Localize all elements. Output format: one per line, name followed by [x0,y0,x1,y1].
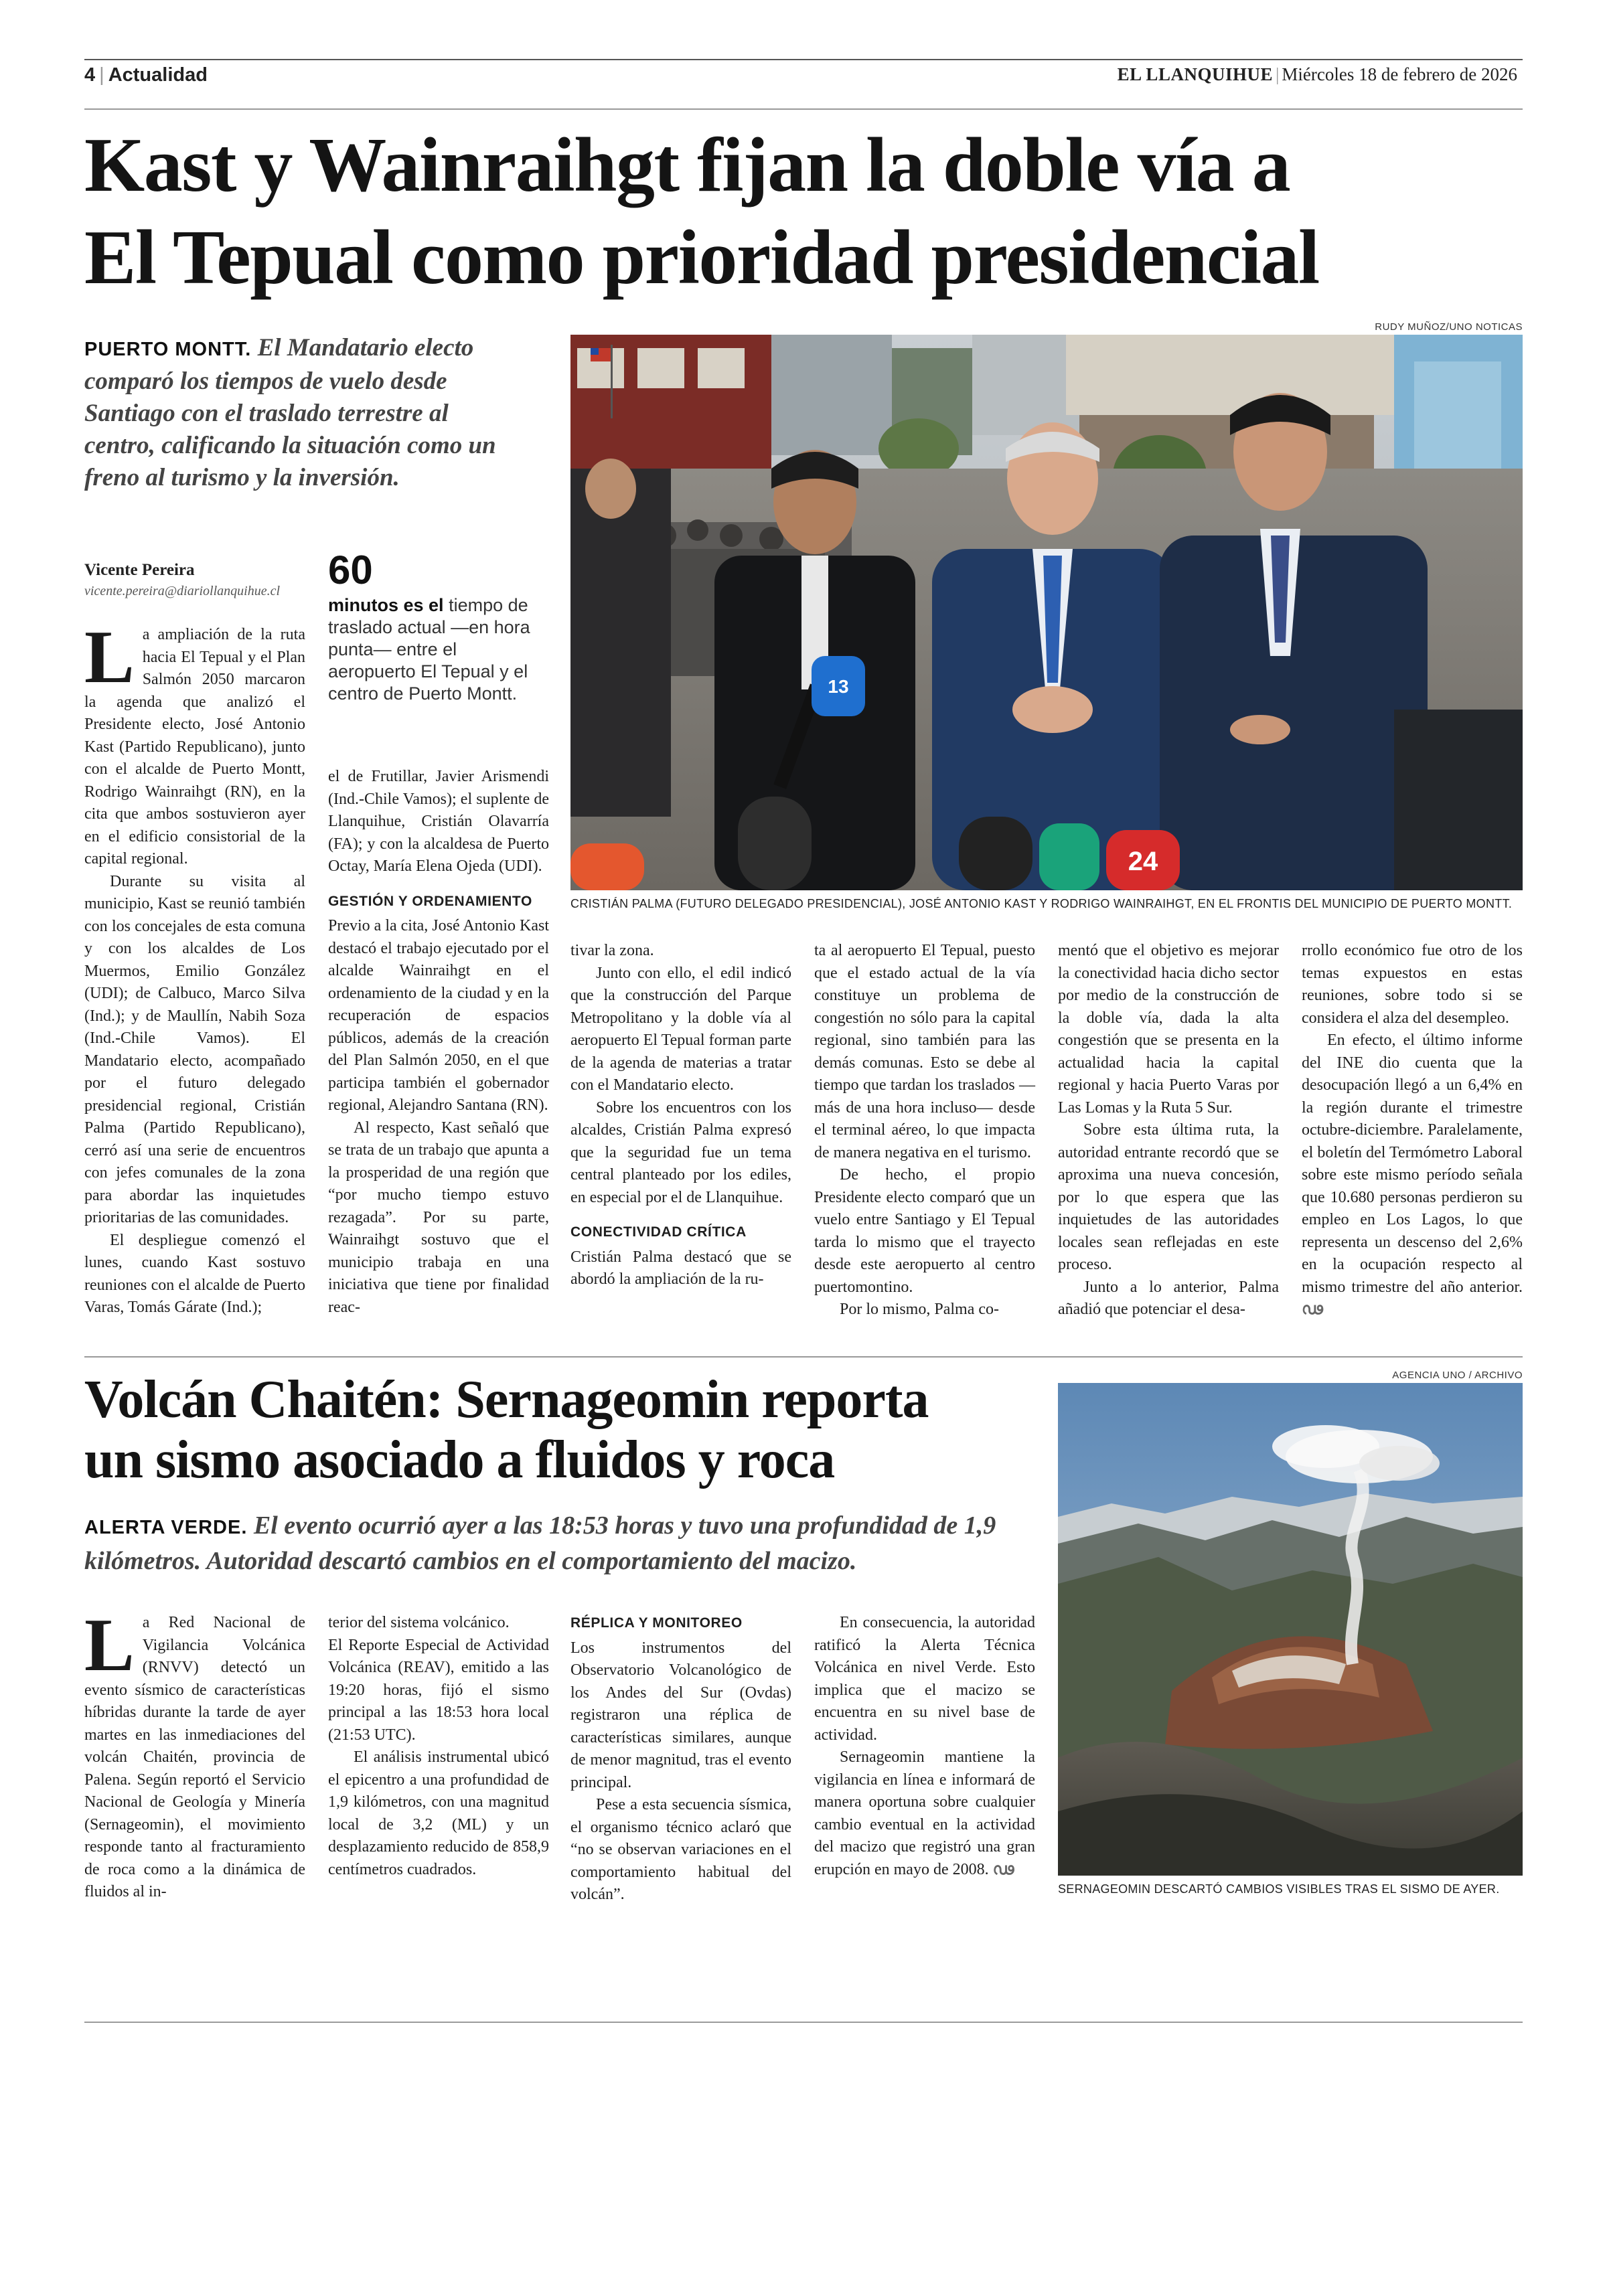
paragraph: terior del sistema volcánico. [328,1614,510,1631]
paragraph: Sobre esta última ruta, la autoridad entrante recordó que se aproxima una nueva concesión, por lo que espera que las inquietudes de las autoridades locales sean reflejadas en este proceso. [1058,1121,1279,1273]
svg-text:13: 13 [828,676,849,697]
paragraph: Los instrumentos del Observatorio Volcanológico de los Andes del Sur (Ovdas) registraron una réplica de características similares, aunque de menor magnitud, tras el evento principal. [570,1639,791,1791]
subheading: RÉPLICA Y MONITOREO [570,1615,743,1631]
article2-col-2 [328,1612,549,1881]
headline-line-2: un sismo asociado a fluidos y roca [84,1430,835,1489]
paragraph: a Red Nacional de Vigilancia Volcánica (RNVV) detectó un evento sísmico de características híbridas durante la tarde de ayer martes en las inmediaciones del volcán Chaitén, provincia de Palena. Según reportó el Servicio Nacional de Geología y Minería (Sernageomin), el movimiento responde tanto al fracturamiento de roca como a la dinámica de fluidos al in- [84,1614,305,1900]
dropcap: L [84,1604,135,1687]
article2-lede [84,1509,1049,1578]
article1-col-3 [570,940,791,1291]
photo-caption: SERNAGEOMIN DESCARTÓ CAMBIOS VISIBLES TRAS EL SISMO DE AYER. [1058,1882,1500,1896]
headline-line-2: El Tepual como prioridad presidencial [84,215,1319,301]
paragraph: El Reporte Especial de Actividad Volcánica (REAV), emitido a las 19:20 horas, fijó el sismo principal a las 18:53 hora local (21:53 UTC). [328,1636,549,1744]
section-header: 4 | Actualidad [84,64,208,86]
photo-credit: RUDY MUÑOZ/UNO NOTICAS [1375,321,1523,333]
article2-col-1 [84,1604,305,1904]
article1-col-6 [1302,940,1523,1321]
article1-lede [84,332,513,494]
masthead-info: EL LLANQUIHUE | Miércoles 18 de febrero de 2026 [1117,64,1517,84]
page-number: 4 [84,64,96,86]
paragraph: De hecho, el propio Presidente electo comparó que un vuelo entre Santiago y El Tepual tarda lo mismo que el trayecto desde este aeropuerto al centro puertomontino. [814,1166,1035,1296]
paragraph: Sobre los encuentros con los alcaldes, Cristián Palma expresó que la seguridad fue un tema central planteado por los ediles, en especial por el de Llanquihue. [570,1098,791,1206]
volcano-photo [1058,1383,1523,1876]
paragraph: Al respecto, Kast señaló que se trata de un trabajo que apunta a la prosperidad de una región que “por mucho tiempo estuvo rezagada”. Por su parte, Wainraihgt sostuvo que el municipio trabaja en una iniciativa que tiene por finalidad reac- [328,1119,549,1316]
article2-headline [84,1370,1049,1490]
photo-credit: AGENCIA UNO / ARCHIVO [1392,1370,1523,1381]
stat-box [328,549,549,705]
svg-text:24: 24 [1128,847,1158,876]
paragraph: mentó que el objetivo es mejorar la conectividad hacia dicho sector por medio de la construcción de la doble vía, dada la alta congestión que se presenta en la actualidad hacia la capital regional y hacia Puerto Varas por Las Lomas y la Ruta 5 Sur. [1058,942,1279,1117]
paragraph: Junto con ello, el edil indicó que la construcción del Parque Metropolitano y la doble vía al aeropuerto El Tepual forman parte de la agenda de materias a tratar con el Mandatario electo. [570,964,791,1094]
subheading: CONECTIVIDAD CRÍTICA [570,1224,747,1240]
article1-col-4 [814,940,1035,1321]
photo-caption: CRISTIÁN PALMA (FUTURO DELEGADO PRESIDENCIAL), JOSÉ ANTONIO KAST Y RODRIGO WAINRAIHGT, EN EL FRONTIS DEL MUNICIPIO DE PUERTO MONTT. [570,897,1513,910]
stat-bold: minutos es el [328,595,444,615]
article1-col-5 [1058,940,1279,1321]
author-email: vicente.pereira@diariollanquihue.cl [84,584,281,598]
paragraph: el de Frutillar, Javier Arismendi (Ind.-Chile Vamos); el suplente de Llanquihue, Cristián Olavarría (FA); y con la alcaldesa de Puerto Octay, María Elena Ojeda (UDI). [328,768,549,875]
lede-text: El evento ocurrió ayer a las 18:53 horas y tuvo una profundidad de 1,9 kilómetros. Autoridad descartó cambios en el comportamiento del macizo. [84,1511,996,1575]
paragraph-text: En efecto, el último informe del INE dio cuenta que la desocupación llegó a un 6,4% en la región durante el trimestre octubre-diciembre. Paralelamente, el boletín del Termómetro Laboral sobre este mismo período señala que 10.680 personas perdieron su empleo en Los Lagos, lo que representa un descenso del 2,6% en la ocupación respecto al mismo trimestre del año anterior. [1302,1032,1523,1296]
paragraph: Cristián Palma destacó que se abordó la ampliación de la ru- [570,1248,791,1288]
paragraph: Por lo mismo, Palma co- [840,1301,999,1318]
headline-line-1: Volcán Chaitén: Sernageomin reporta [84,1370,929,1429]
paragraph: El análisis instrumental ubicó el epicentro a una profundidad de 1,9 kilómetros, con una magnitud local de 3,2 (ML) y un desplazamiento reducido de 858,9 centímetros cuadrados. [328,1748,549,1878]
paragraph: a ampliación de la ruta hacia El Tepual y el Plan Salmón 2050 marcaron la agenda que analizó el Presidente electo, José Antonio Kast (Partido Republicano), junto con el alcalde de Puerto Montt, Rodrigo Wainraihgt (RN), en la cita que ambos sostuvieron ayer en el edificio consistorial de la capital regional. [84,626,305,868]
subheading: GESTIÓN Y ORDENAMIENTO [328,893,532,909]
lede-kicker: ALERTA VERDE. [84,1517,248,1538]
paragraph: El despliegue comenzó el lunes, cuando Kast sostuvo reuniones con el alcalde de Puerto Varas, Tomás Gárate (Ind.); [84,1231,305,1316]
lede-kicker: PUERTO MONTT. [84,339,252,360]
paragraph: Durante su visita al municipio, Kast se reunió también con los concejales de esta comuna y con los alcaldes de Los Muermos, Emilio González (UDI); de Calbuco, Marco Silva (Ind.); y de Maullín, Nabih Soza (Ind.-Chile Vamos). El Mandatario electo, acompañado por el futuro delegado presidencial regional, Cristián Palma (Partido Republicano), cerró así una serie de encuentros con jefes comunales de la zona para abordar las inquietudes prioritarias de las comunidades. [84,872,305,1226]
article1-col-2 [328,766,549,1319]
paragraph: rrollo económico fue otro de los temas expuestos en estas reuniones, sobre todo si se considera el alza del desempleo. [1302,942,1523,1027]
dropcap: L [84,616,135,699]
main-photo [570,335,1523,890]
paragraph: ta al aeropuerto El Tepual, puesto que el estado actual de la vía constituye un problema de congestión no sólo para la capital regional, sino también para las demás comunas. Esto se debe al tiempo que tardan los traslados —más de una hora incluso— desde el terminal aéreo, lo que impacta de manera negativa en el turismo. [814,942,1035,1161]
paragraph: Junto a lo anterior, Palma añadió que potenciar el desa- [1058,1278,1279,1318]
newspaper-name: EL LLANQUIHUE [1117,64,1273,84]
paragraph: En consecuencia, la autoridad ratificó la Alerta Técnica Volcánica en nivel Verde. Esto implica que el macizo se encuentra en su nivel base de actividad. [814,1614,1035,1744]
stat-text: tiempo de traslado actual —en hora punta— entre el aeropuerto El Tepual y el centro de Puerto Montt. [328,595,530,704]
paragraph [1302,1030,1523,1321]
paragraph: Previo a la cita, José Antonio Kast destacó el trabajo ejecutado por el alcalde Wainraihgt en el ordenamiento de la ciudad y en la recuperación de espacios públicos, además de la creación del Plan Salmón 2050, en el que participa también el gobernador regional, Alejandro Santana (RN). [328,917,549,1114]
paragraph-text: Sernageomin mantiene la vigilancia en línea e informará de manera oportuna sobre cualquier cambio eventual en la actividad del macizo que registró una gran erupción en mayo de 2008. [814,1748,1035,1878]
paragraph [814,1746,1035,1881]
article1-col-1 [84,616,305,1319]
author-name: Vicente Pereira [84,561,195,579]
end-mark-icon: ഢ [992,1860,1014,1878]
issue-date: Miércoles 18 de febrero de 2026 [1282,64,1517,84]
paragraph: Pese a esta secuencia sísmica, el organismo técnico aclaró que “no se observan variaciones en el comportamiento habitual del volcán”. [570,1796,791,1903]
article1-headline [84,119,1531,304]
article2-col-4 [814,1612,1035,1881]
end-mark-icon: ഢ [1302,1301,1323,1318]
byline [84,561,305,599]
headline-line-1: Kast y Wainraihgt fijan la doble vía a [84,122,1290,208]
section-name: Actualidad [108,64,208,86]
stat-number: 60 [328,548,373,592]
paragraph: tivar la zona. [570,942,654,959]
lede-text: El Mandatario electo comparó los tiempos de vuelo desde Santiago con el traslado terrestre al centro, calificando la situación como un freno al turismo y la inversión. [84,334,496,491]
article2-col-3 [570,1612,791,1906]
stat-text-block [328,594,549,705]
